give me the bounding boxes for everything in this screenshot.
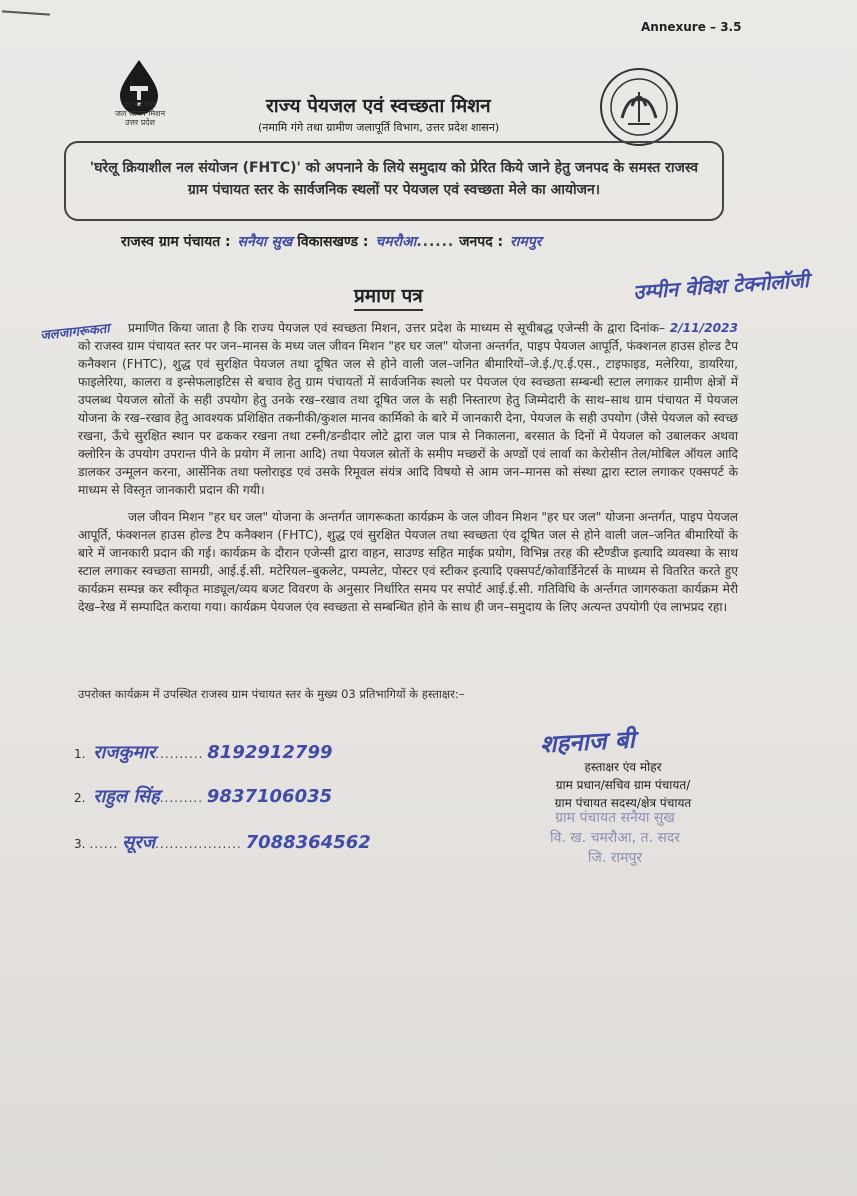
participant-name: राहुल सिंह [93, 786, 160, 807]
org-title: राज्य पेयजल एवं स्वच्छता मिशन [266, 95, 491, 117]
district-label: जनपद : [459, 234, 504, 250]
participant-phone: 7088364562 [245, 832, 371, 853]
logo-left-caption: हर घर जल जल जीवन मिशन उत्तर प्रदेश [114, 100, 166, 127]
certificate-title: प्रमाण पत्र [354, 282, 423, 311]
location-fields: राजस्व ग्राम पंचायत : सनैया सुख विकासखण्ड : चमरौआ...... जनपद : रामपुर [121, 234, 542, 250]
panchayat-label: राजस्व ग्राम पंचायत : [121, 234, 231, 250]
paragraph-2: जल जीवन मिशन "हर घर जल" योजना के अन्तर्गत जागरूकता कार्यक्रम के जल जीवन मिशन "हर घर जल" योजना अन्तर्गत, पाइप पेयजल आपूर्ति, फंक्शनल हाउस होल्ड टैप कनैक्शन (FHTC), शुद्ध एवं सुरक्षित पेयजल तथा स्वच्छता एंव दूषित जल से होने वाली जल–जनित बीमारियों के बारे में जानकारी प्रदान की गई। कार्यक्रम के दौरान एजेन्सी द्वारा वाहन, साउण्ड सहित माईक प्रयोग, विभिन्न तरह की स्टैण्डीज इत्यादि व्यवस्था के साथ स्टाल लगाकर स्वच्छता सामग्री, आई.ई.सी. मटेरियल–बुकलेट, पम्पलेट, पोस्टर एवं स्टीकर इत्यादि एक्सपर्ट/कोवार्डिनेटर्स के माध्यम से वितरित करते हुए कार्यक्रम सम्पन्न कर स्वीकृत माड्यूल/व्यय बजट विवरण के अनुसार निर्धारित समय पर सपोर्ट आई.ई.सी. गतिविधि के अर्न्तगत जागरुकता कार्यक्रम मेरी देख–रेख में सम्पादित कराया गया। कार्यक्रम पेयजल एंव स्वच्छता से सम्बन्धित होने के साथ ही जन–समुदाय के लिए अत्यन्त उपयोगी एंव लाभप्रद रहा। [78, 510, 738, 614]
agency-handwritten: उम्पीन वेविश टेक्नोलॉजी [632, 267, 810, 305]
block-label: विकासखण्ड : [297, 234, 369, 250]
org-subtitle: (नमामि गंगे तथा ग्रामीण जलापूर्ति विभाग, उत्तर प्रदेश शासन) [258, 121, 500, 134]
up-state-emblem-icon [598, 66, 680, 148]
block-value: चमरौआ [375, 234, 417, 250]
participant-row: 1. राजकुमार.......... 8192912799 [74, 742, 333, 763]
participant-name: राजकुमार [93, 742, 156, 763]
signature-caption: हस्ताक्षर एंव मोहर ग्राम प्रधान/सचिव ग्राम पंचायत/ ग्राम पंचायत सदस्य/क्षेत्र पंचायत [554, 760, 692, 810]
date-handwritten: 2/11/2023 [669, 321, 739, 335]
district-value: रामपुर [510, 234, 542, 250]
event-title-box: 'घरेलू क्रियाशील नल संयोजन (FHTC)' को अपनाने के लिये समुदाय को प्रेरित किये जाने हेतु जनपद के समस्त राजस्व ग्राम पंचायत स्तर के सार्वजनिक स्थलों पर पेयजल एवं स्वच्छता मेले का आयोजन। [64, 141, 724, 221]
margin-note-handwritten: जलजागरूकता [39, 321, 111, 344]
participant-phone: 9837106035 [206, 786, 333, 807]
paragraph-1: प्रमाणित किया जाता है कि राज्य पेयजल एवं स्वच्छता मिशन, उत्तर प्रदेश के माध्यम से सूचीबद्ध एजेन्सी के द्वारा दिनांक– 2/11/2023 को राजस्व ग्राम पंचायत स्तर पर जन–मानस के मध्य जल जीवन मिशन "हर घर जल" योजना अन्तर्गत, पाइप पेयजल आपूर्ति, फंक्शनल हाउस होल्ड टैप कनैक्शन (FHTC), शुद्ध एवं सुरक्षित पेयजल तथा दूषित जल से होने वाली जल–जनित बीमारियों–जे.ई./ए.ई.एस., टाइफाइड, मलेरिया, डायरिया, फाइलेरिया, कालरा व इन्सेफलाइटिस से बचाव हेतु ग्राम पंचायतों में सार्वजनिक स्थलो पर पेयजल एंव स्वच्छता सम्बन्धी स्टाल लगाकर ग्रामीण क्षेत्रों में उपलब्ध पेयजल स्रोतों के सही उपयोग हेतु उनके रख–रखाव तथा दूषित जल के सही निस्तारण हेतु जिम्मेदारी के साथ–साथ ग्राम पंचायत में पेयजल योजना के रख–रखाव हेतु आवश्यक प्रशिक्षित तकनीकी/कुशल मानव कार्मिको के बारे में जानकारी देना, पेयजल के सही उपयोग (जैसे पेयजल को स्वच्छ रखना, ऊँचे सुरक्षित स्थान पर ढककर रखना तथा टस्नी/डन्डीदार लोटे द्वारा जल पात्र से निकालना, बरसात के दिनों में पेयजल को उबालकर अथवा क्लोरिन के उपयोग उपरान्त पीने के प्रयोग में लाना आदि) तथा पेयजल स्रोतों के समीप मच्छरों के अण्डों एवं लार्वा का केरोसीन तेल/मोबिल ऑयल आदि डालकर उन्मूलन करना, आर्सेनिक तथा फ्लोराइड एवं उसके रिमूवल संयंत्र आदि विषयो से आम जन–मानस को संस्था द्वारा स्टाल लगाकर एक्सपर्ट के माध्यम से विस्तृत जानकारी प्रदान की गयी। [78, 321, 739, 497]
pradhan-signature: शहनाज बी [539, 725, 636, 759]
annexure-label: Annexure – 3.5 [641, 20, 742, 34]
panchayat-value: सनैया सुख [237, 234, 293, 250]
participant-row: 3. ...... सूरज.................. 7088364562 [74, 832, 371, 853]
participants-heading: उपरोक्त कार्यक्रम में उपस्थित राजस्व ग्राम पंचायत स्तर के मुख्य 03 प्रतिभागियों के हस्ताक्षर:– [78, 687, 465, 701]
panchayat-stamp: ग्राम पंचायत सनैया सुख वि. ख. चमरौआ, त. सदर जि. रामपुर [550, 810, 680, 866]
participant-phone: 8192912799 [207, 742, 333, 763]
participant-name: सूरज [122, 832, 156, 853]
pen-mark [2, 10, 50, 15]
participant-row: 2. राहुल सिंह......... 9837106035 [74, 786, 333, 807]
